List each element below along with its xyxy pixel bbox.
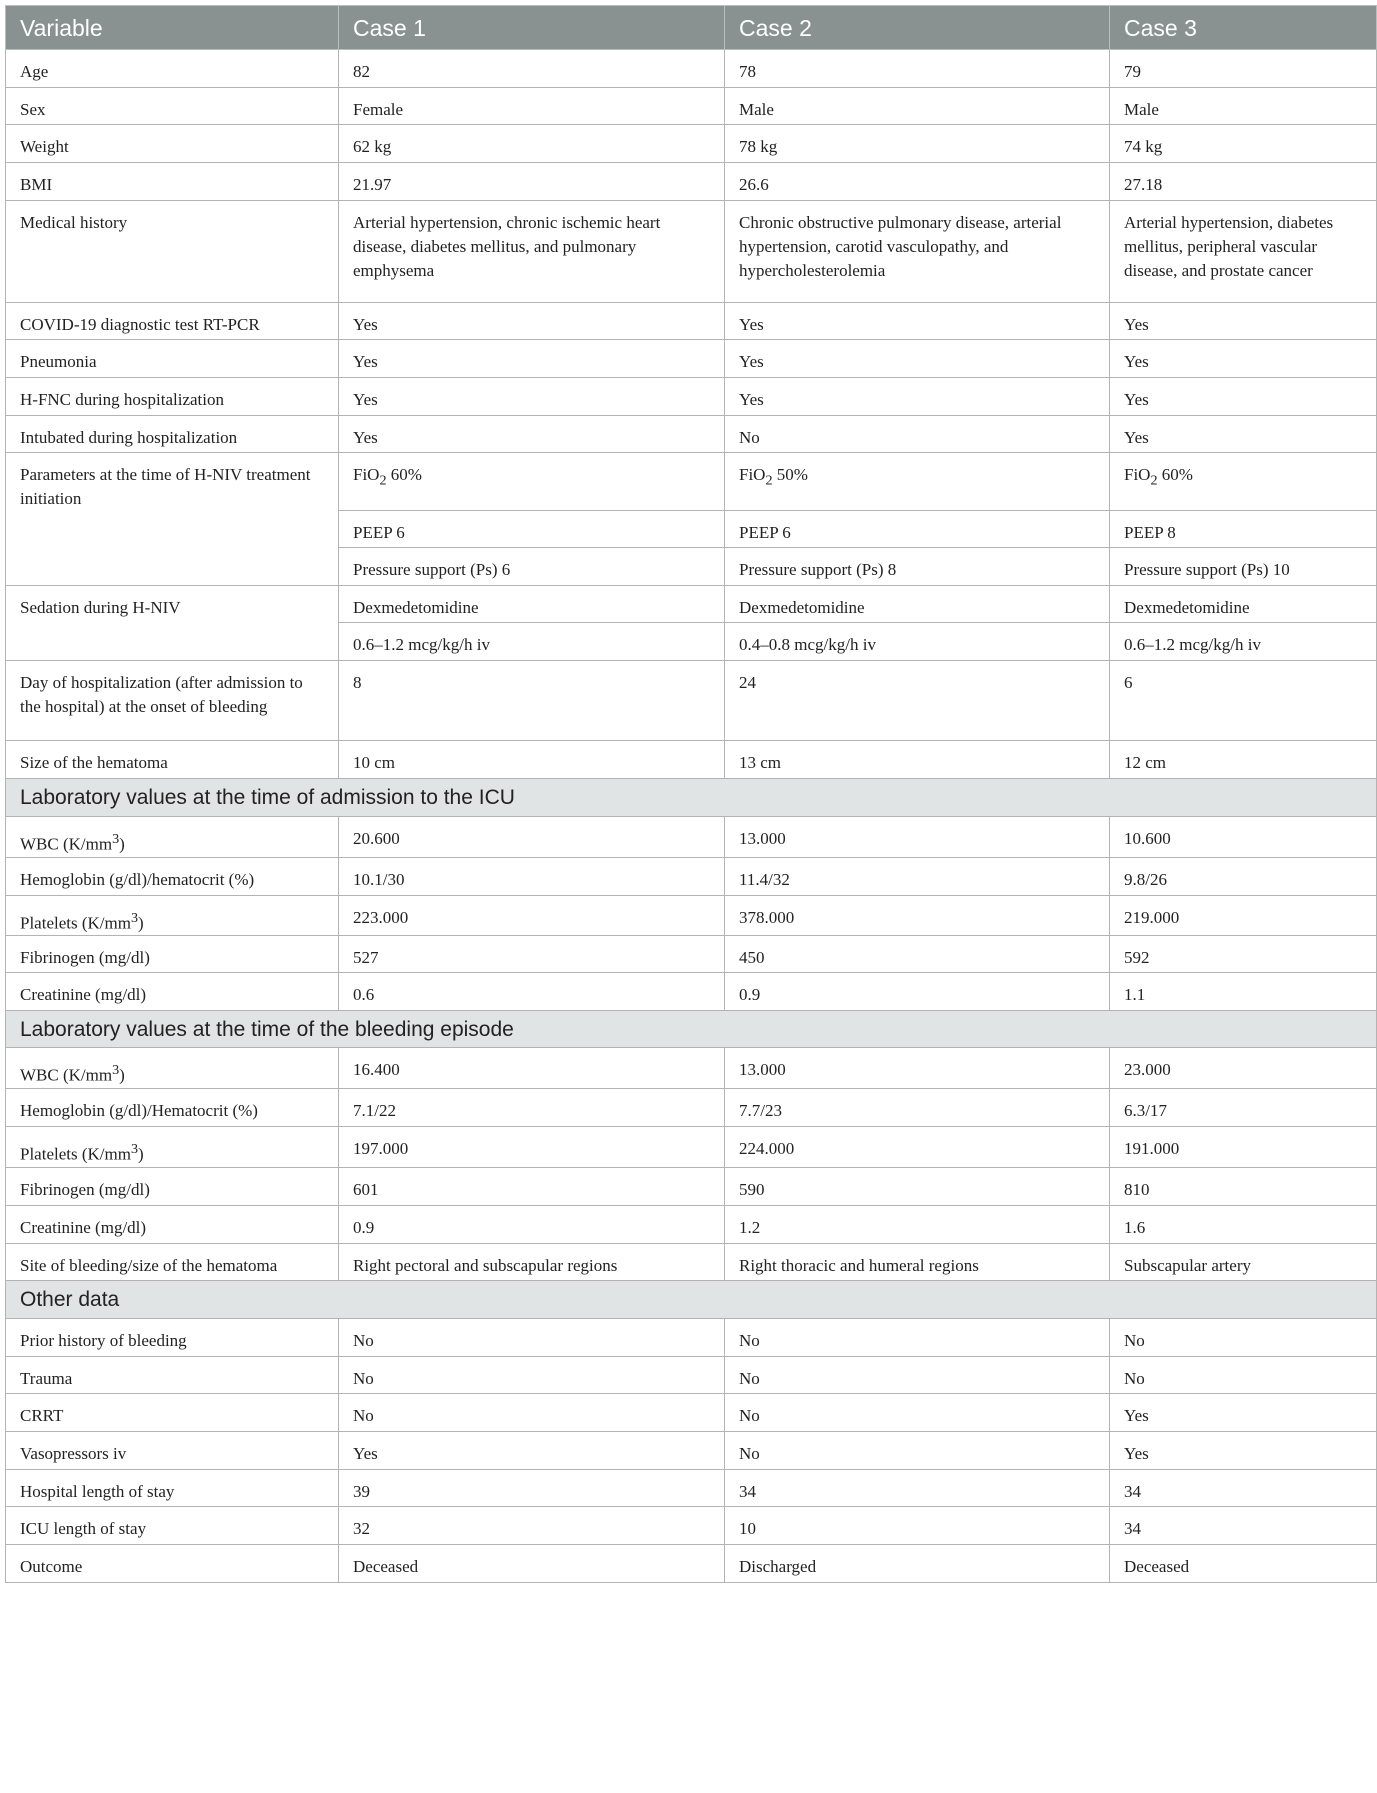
cell-case-2: 450 (725, 936, 1110, 973)
cell-case-1: 7.1/22 (339, 1088, 725, 1126)
cell-case-1: 16.400 (339, 1048, 725, 1089)
cell-case-2: 13 cm (725, 741, 1110, 779)
fio2-value: 60% (1161, 465, 1193, 484)
table-row (6, 586, 1377, 623)
cell-case-2: 224.000 (725, 1126, 1110, 1167)
cell-case-1: PEEP 6 (339, 511, 725, 548)
cell-case-1: 62 kg (339, 125, 725, 163)
fio2-prefix: FiO (739, 465, 766, 484)
cell-case-1: Arterial hypertension, chronic ischemic heart disease, diabetes mellitus, and pulmonary emphysema (339, 201, 725, 303)
cell-case-2: 0.9 (725, 973, 1110, 1011)
cell-case-2: 7.7/23 (725, 1088, 1110, 1126)
cell-case-1: 10 cm (339, 741, 725, 779)
cell-case-3: PEEP 8 (1110, 511, 1377, 548)
cell-case-2: 78 (725, 50, 1110, 88)
cell-case-2: 26.6 (725, 163, 1110, 201)
superscript: 3 (130, 909, 139, 926)
cell-case-3: 810 (1110, 1167, 1377, 1205)
table-row (6, 1088, 1377, 1126)
cell-case-3: 74 kg (1110, 125, 1377, 163)
table-row (6, 1205, 1377, 1243)
cell-case-3: Arterial hypertension, diabetes mellitus, peripheral vascular disease, and prostate cancer (1110, 201, 1377, 303)
cell-case-1: Yes (339, 303, 725, 340)
table-row (6, 1469, 1377, 1506)
row-label: Hospital length of stay (6, 1469, 339, 1506)
row-label (6, 1048, 339, 1089)
label-close: ) (138, 913, 144, 933)
table-row (6, 1506, 1377, 1544)
fio2-subscript: 2 (1150, 472, 1158, 489)
cell-case-1: Right pectoral and subscapular regions (339, 1243, 725, 1280)
row-label: Outcome (6, 1544, 339, 1582)
cell-case-2: 10 (725, 1506, 1110, 1544)
table-row (6, 936, 1377, 973)
row-label: Fibrinogen (mg/dl) (6, 1167, 339, 1205)
cell-case-1: No (339, 1356, 725, 1393)
row-label: Site of bleeding/size of the hematoma (6, 1243, 339, 1280)
cell-case-1: Dexmedetomidine (339, 586, 725, 623)
table-row (6, 661, 1377, 741)
row-label: Creatinine (mg/dl) (6, 1205, 339, 1243)
cell-case-1: 10.1/30 (339, 857, 725, 895)
cell-case-1: 32 (339, 1506, 725, 1544)
table-row (6, 303, 1377, 340)
table-row (6, 416, 1377, 453)
label-text: WBC (K/mm (20, 834, 113, 854)
row-label: COVID-19 diagnostic test RT-PCR (6, 303, 339, 340)
table-row (6, 453, 1377, 511)
row-label: Hemoglobin (g/dl)/Hematocrit (%) (6, 1088, 339, 1126)
cell-case-3: 10.600 (1110, 817, 1377, 858)
cell-case-1: No (339, 1318, 725, 1356)
cell-case-2: Discharged (725, 1544, 1110, 1582)
row-label: Fibrinogen (mg/dl) (6, 936, 339, 973)
cell-case-2: PEEP 6 (725, 511, 1110, 548)
cell-case-3: 0.6–1.2 mcg/kg/h iv (1110, 623, 1377, 661)
label-close: ) (119, 1065, 125, 1085)
cell-case-1: 39 (339, 1469, 725, 1506)
row-label: Creatinine (mg/dl) (6, 973, 339, 1011)
table-row (6, 1393, 1377, 1431)
cell-case-3: 6 (1110, 661, 1377, 741)
cell-case-1: 197.000 (339, 1126, 725, 1167)
table-row (6, 1126, 1377, 1167)
cell-case-2: Yes (725, 340, 1110, 378)
cell-case-2: No (725, 1431, 1110, 1469)
fio2-prefix: FiO (353, 465, 380, 484)
fio2-prefix: FiO (1124, 465, 1151, 484)
table-row (6, 973, 1377, 1011)
row-label: Size of the hematoma (6, 741, 339, 779)
cell-case-2: No (725, 1318, 1110, 1356)
row-label: Pneumonia (6, 340, 339, 378)
table-row (6, 1318, 1377, 1356)
superscript: 3 (130, 1140, 139, 1157)
fio2-value: 60% (390, 465, 422, 484)
row-label: Vasopressors iv (6, 1431, 339, 1469)
table-row (6, 1048, 1377, 1089)
header-row (6, 6, 1377, 50)
row-label: Trauma (6, 1356, 339, 1393)
label-text: WBC (K/mm (20, 1065, 113, 1085)
cell-case-3: 1.6 (1110, 1205, 1377, 1243)
cell-case-1: Deceased (339, 1544, 725, 1582)
cell-case-1: 0.6–1.2 mcg/kg/h iv (339, 623, 725, 661)
cell-case-3: No (1110, 1356, 1377, 1393)
superscript: 3 (112, 1062, 120, 1079)
table-row (6, 1431, 1377, 1469)
cell-case-2: Yes (725, 378, 1110, 416)
cell-case-3: Yes (1110, 1393, 1377, 1431)
row-label: Intubated during hospitalization (6, 416, 339, 453)
cell-case-1: 601 (339, 1167, 725, 1205)
cell-case-2: Right thoracic and humeral regions (725, 1243, 1110, 1280)
fio2-subscript: 2 (379, 472, 387, 489)
cell-case-3: 592 (1110, 936, 1377, 973)
cell-case-3: Yes (1110, 303, 1377, 340)
row-label: CRRT (6, 1393, 339, 1431)
cell-case-2: No (725, 1356, 1110, 1393)
table-row (6, 201, 1377, 303)
cell-case-1: Pressure support (Ps) 6 (339, 548, 725, 586)
cell-case-3 (1110, 453, 1377, 511)
cell-case-2: Chronic obstructive pulmonary disease, arterial hypertension, carotid vasculopathy, and hypercholesterolemia (725, 201, 1110, 303)
section-header-other-data (6, 1280, 1377, 1318)
header-case-1: Case 1 (339, 6, 725, 50)
cell-case-3: 79 (1110, 50, 1377, 88)
cell-case-3: Dexmedetomidine (1110, 586, 1377, 623)
cell-case-3: 219.000 (1110, 895, 1377, 936)
row-label: Medical history (6, 201, 339, 303)
cell-case-1: 527 (339, 936, 725, 973)
cell-case-3: Yes (1110, 378, 1377, 416)
cell-case-3: 6.3/17 (1110, 1088, 1377, 1126)
cell-case-2: 378.000 (725, 895, 1110, 936)
row-label: Parameters at the time of H-NIV treatment initiation (6, 453, 339, 586)
superscript: 3 (112, 831, 120, 847)
cell-case-3: 12 cm (1110, 741, 1377, 779)
row-label (6, 1126, 339, 1167)
cell-case-3: Deceased (1110, 1544, 1377, 1582)
row-label: Sex (6, 88, 339, 125)
table-row (6, 125, 1377, 163)
cell-case-2: 0.4–0.8 mcg/kg/h iv (725, 623, 1110, 661)
cell-case-3: Yes (1110, 1431, 1377, 1469)
cell-case-1: 0.9 (339, 1205, 725, 1243)
cell-case-3: No (1110, 1318, 1377, 1356)
cell-case-3: 34 (1110, 1506, 1377, 1544)
table-row (6, 50, 1377, 88)
cell-case-3: 1.1 (1110, 973, 1377, 1011)
fio2-subscript: 2 (765, 472, 773, 489)
cell-case-1: Yes (339, 378, 725, 416)
row-label (6, 817, 339, 858)
cell-case-1: 82 (339, 50, 725, 88)
cell-case-2: 34 (725, 1469, 1110, 1506)
label-text: Platelets (K/mm (20, 1144, 131, 1164)
cell-case-1: 0.6 (339, 973, 725, 1011)
cell-case-3: Pressure support (Ps) 10 (1110, 548, 1377, 586)
fio2-value: 50% (776, 465, 808, 484)
section-title: Laboratory values at the time of admission to the ICU (6, 779, 1377, 817)
cell-case-3: 34 (1110, 1469, 1377, 1506)
row-label: Sedation during H-NIV (6, 586, 339, 661)
table-row (6, 340, 1377, 378)
table-row (6, 378, 1377, 416)
table-row (6, 1167, 1377, 1205)
row-label: Age (6, 50, 339, 88)
row-label: Prior history of bleeding (6, 1318, 339, 1356)
cell-case-2: No (725, 416, 1110, 453)
row-label: BMI (6, 163, 339, 201)
table-row (6, 857, 1377, 895)
cell-case-1: 20.600 (339, 817, 725, 858)
cell-case-3: Male (1110, 88, 1377, 125)
cell-case-1: 223.000 (339, 895, 725, 936)
section-header-icu-admission (6, 779, 1377, 817)
cell-case-1: 8 (339, 661, 725, 741)
table-row (6, 1243, 1377, 1280)
label-text: Platelets (K/mm (20, 913, 131, 933)
cell-case-3: 23.000 (1110, 1048, 1377, 1089)
cell-case-2: 590 (725, 1167, 1110, 1205)
cell-case-1: Yes (339, 1431, 725, 1469)
cell-case-2: Male (725, 88, 1110, 125)
cell-case-2: No (725, 1393, 1110, 1431)
section-title: Laboratory values at the time of the bleeding episode (6, 1011, 1377, 1048)
cell-case-1 (339, 453, 725, 511)
cell-case-2: 78 kg (725, 125, 1110, 163)
header-case-2: Case 2 (725, 6, 1110, 50)
cell-case-1: Female (339, 88, 725, 125)
header-case-3: Case 3 (1110, 6, 1377, 50)
section-title: Other data (6, 1280, 1377, 1318)
cell-case-3: 9.8/26 (1110, 857, 1377, 895)
row-label: ICU length of stay (6, 1506, 339, 1544)
row-label (6, 895, 339, 936)
cell-case-2: 13.000 (725, 1048, 1110, 1089)
cell-case-1: 21.97 (339, 163, 725, 201)
cell-case-3: Yes (1110, 416, 1377, 453)
cell-case-2: 11.4/32 (725, 857, 1110, 895)
table-row (6, 88, 1377, 125)
label-close: ) (138, 1144, 144, 1164)
table-row (6, 741, 1377, 779)
table-row (6, 817, 1377, 858)
cell-case-3: Subscapular artery (1110, 1243, 1377, 1280)
cell-case-2: Dexmedetomidine (725, 586, 1110, 623)
row-label: H-FNC during hospitalization (6, 378, 339, 416)
table-row (6, 1356, 1377, 1393)
label-close: ) (119, 834, 125, 854)
header-variable: Variable (6, 6, 339, 50)
section-header-bleeding-episode (6, 1011, 1377, 1048)
cell-case-2: Pressure support (Ps) 8 (725, 548, 1110, 586)
cell-case-2: 13.000 (725, 817, 1110, 858)
table-row (6, 895, 1377, 936)
cell-case-1: Yes (339, 416, 725, 453)
table-row (6, 1544, 1377, 1582)
row-label: Day of hospitalization (after admission to the hospital) at the onset of bleeding (6, 661, 339, 741)
cell-case-1: No (339, 1393, 725, 1431)
cell-case-3: 27.18 (1110, 163, 1377, 201)
case-comparison-table (5, 5, 1377, 1583)
cell-case-3: 191.000 (1110, 1126, 1377, 1167)
cell-case-2: 1.2 (725, 1205, 1110, 1243)
cell-case-3: Yes (1110, 340, 1377, 378)
row-label: Hemoglobin (g/dl)/hematocrit (%) (6, 857, 339, 895)
row-label: Weight (6, 125, 339, 163)
cell-case-2: 24 (725, 661, 1110, 741)
cell-case-2: Yes (725, 303, 1110, 340)
table-row (6, 163, 1377, 201)
cell-case-2 (725, 453, 1110, 511)
cell-case-1: Yes (339, 340, 725, 378)
